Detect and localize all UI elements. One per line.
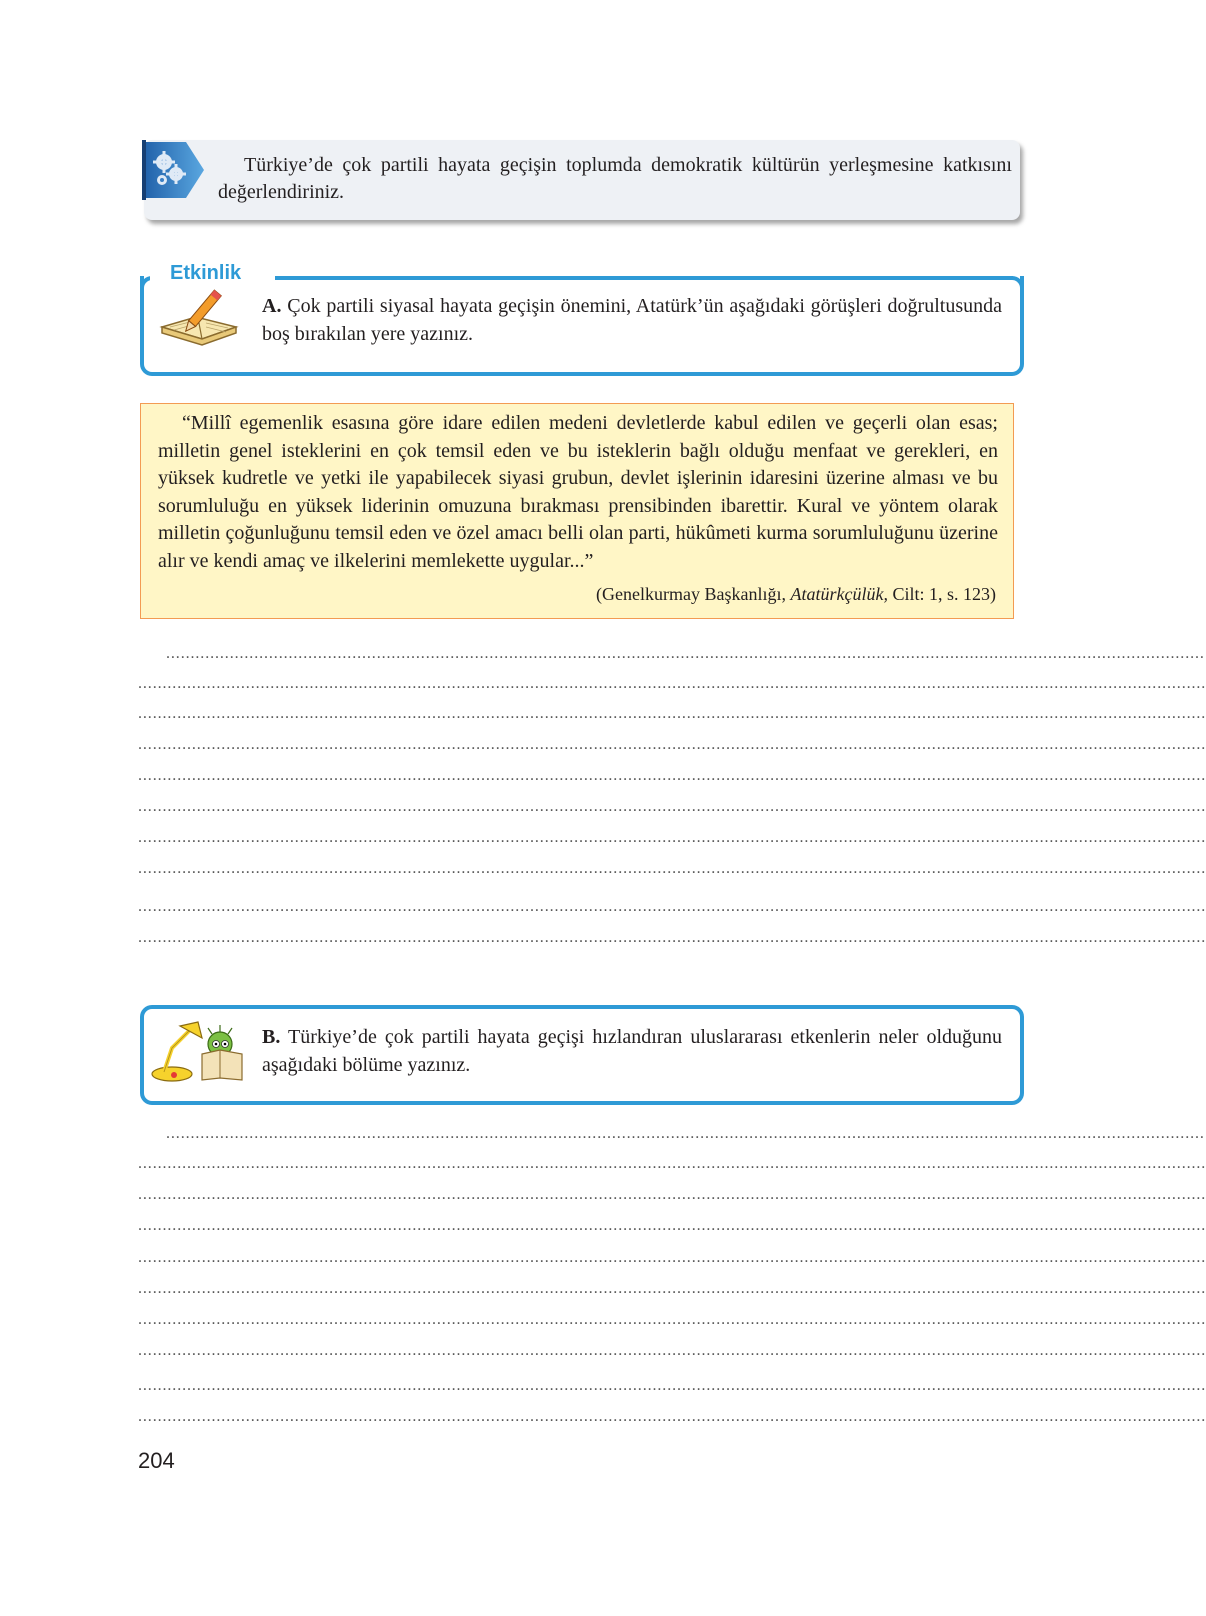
answer-line[interactable]: .......................................................................................................................................................................................................................... (138, 705, 1206, 722)
quote-text: “Millî egemenlik esasına göre idare edilen medeni devletlerde kabul edilen ve geçerli olan esas; milletin genel isteklerini en çok temsil eden ve bu isteklerin bağlı olduğu menfaat ve gerekleri, en yüksek kudretle ve yetki ile yapabilecek siyasi grubun, devlet işlerinin idaresini üzerine alması ve bu sorumluluğu en yüksek liderinin omuzuna bırakması prensibinden ibarettir. Kural ve yöntem olarak milletin çoğunluğunu temsil eden ve özel amacı belli olan parti, hükûmeti kurma sorumluluğunu üzerine alır ve kendi amaç ve ilkelerini memlekette uygular...” (158, 412, 998, 572)
answer-line[interactable]: .......................................................................................................................................................................................................................... (138, 860, 1206, 877)
answer-line[interactable]: .......................................................................................................................................................................................................................... (138, 1155, 1206, 1172)
answer-line[interactable]: .......................................................................................................................................................................................................................... (138, 798, 1206, 815)
answer-line[interactable]: .......................................................................................................................................................................................................................... (138, 1217, 1206, 1234)
answer-line[interactable]: .......................................................................................................................................................................................................................... (138, 829, 1206, 846)
answer-line[interactable]: .......................................................................................................................................................................................................................... (138, 767, 1206, 784)
quote-source: (Genelkurmay Başkanlığı, Atatürkçülük, Cilt: 1, s. 123) (596, 584, 996, 604)
page-number: 204 (138, 1448, 175, 1473)
question-text: Türkiye’de çok partili hayata geçişin toplumda demokratik kültürün yerleşmesine katkısını değerlendiriniz. (218, 154, 1012, 203)
answer-line[interactable]: .......................................................................................................................................................................................................................... (138, 1377, 1206, 1394)
answer-line[interactable]: .......................................................................................................................................................................................................................... (138, 1408, 1206, 1425)
answer-line[interactable]: .......................................................................................................................................................................................................................... (138, 1280, 1206, 1297)
activity-a-text: A. Çok partili siyasal hayata geçişin önemini, Atatürk’ün aşağıdaki görüşleri doğrultusunda boş bırakılan yere yazınız. (262, 295, 1002, 345)
answer-line[interactable]: .................................................................................................................................................................................................................... (166, 1125, 1205, 1142)
answer-line[interactable]: .......................................................................................................................................................................................................................... (138, 1249, 1206, 1266)
answer-line[interactable]: .................................................................................................................................................................................................................... (166, 645, 1205, 662)
answer-line[interactable]: .......................................................................................................................................................................................................................... (138, 1311, 1206, 1328)
answer-line[interactable]: .......................................................................................................................................................................................................................... (138, 1186, 1206, 1203)
etkinlik-divider (275, 276, 1013, 280)
lamp-reader-icon (150, 1020, 246, 1084)
answer-line[interactable]: .......................................................................................................................................................................................................................... (138, 929, 1206, 946)
answer-line[interactable]: .......................................................................................................................................................................................................................... (138, 1342, 1206, 1359)
answer-line[interactable]: .......................................................................................................................................................................................................................... (138, 675, 1206, 692)
activity-b-text: B. Türkiye’de çok partili hayata geçişi hızlandıran uluslararası etkenlerin neler olduğunu aşağıdaki bölüme yazınız. (262, 1026, 1003, 1076)
answer-line[interactable]: .......................................................................................................................................................................................................................... (138, 898, 1206, 915)
etkinlik-label: Etkinlik (170, 262, 242, 284)
book-pencil-icon (158, 287, 240, 353)
answer-line[interactable]: .......................................................................................................................................................................................................................... (138, 736, 1206, 753)
gears-flag-icon (142, 140, 206, 200)
